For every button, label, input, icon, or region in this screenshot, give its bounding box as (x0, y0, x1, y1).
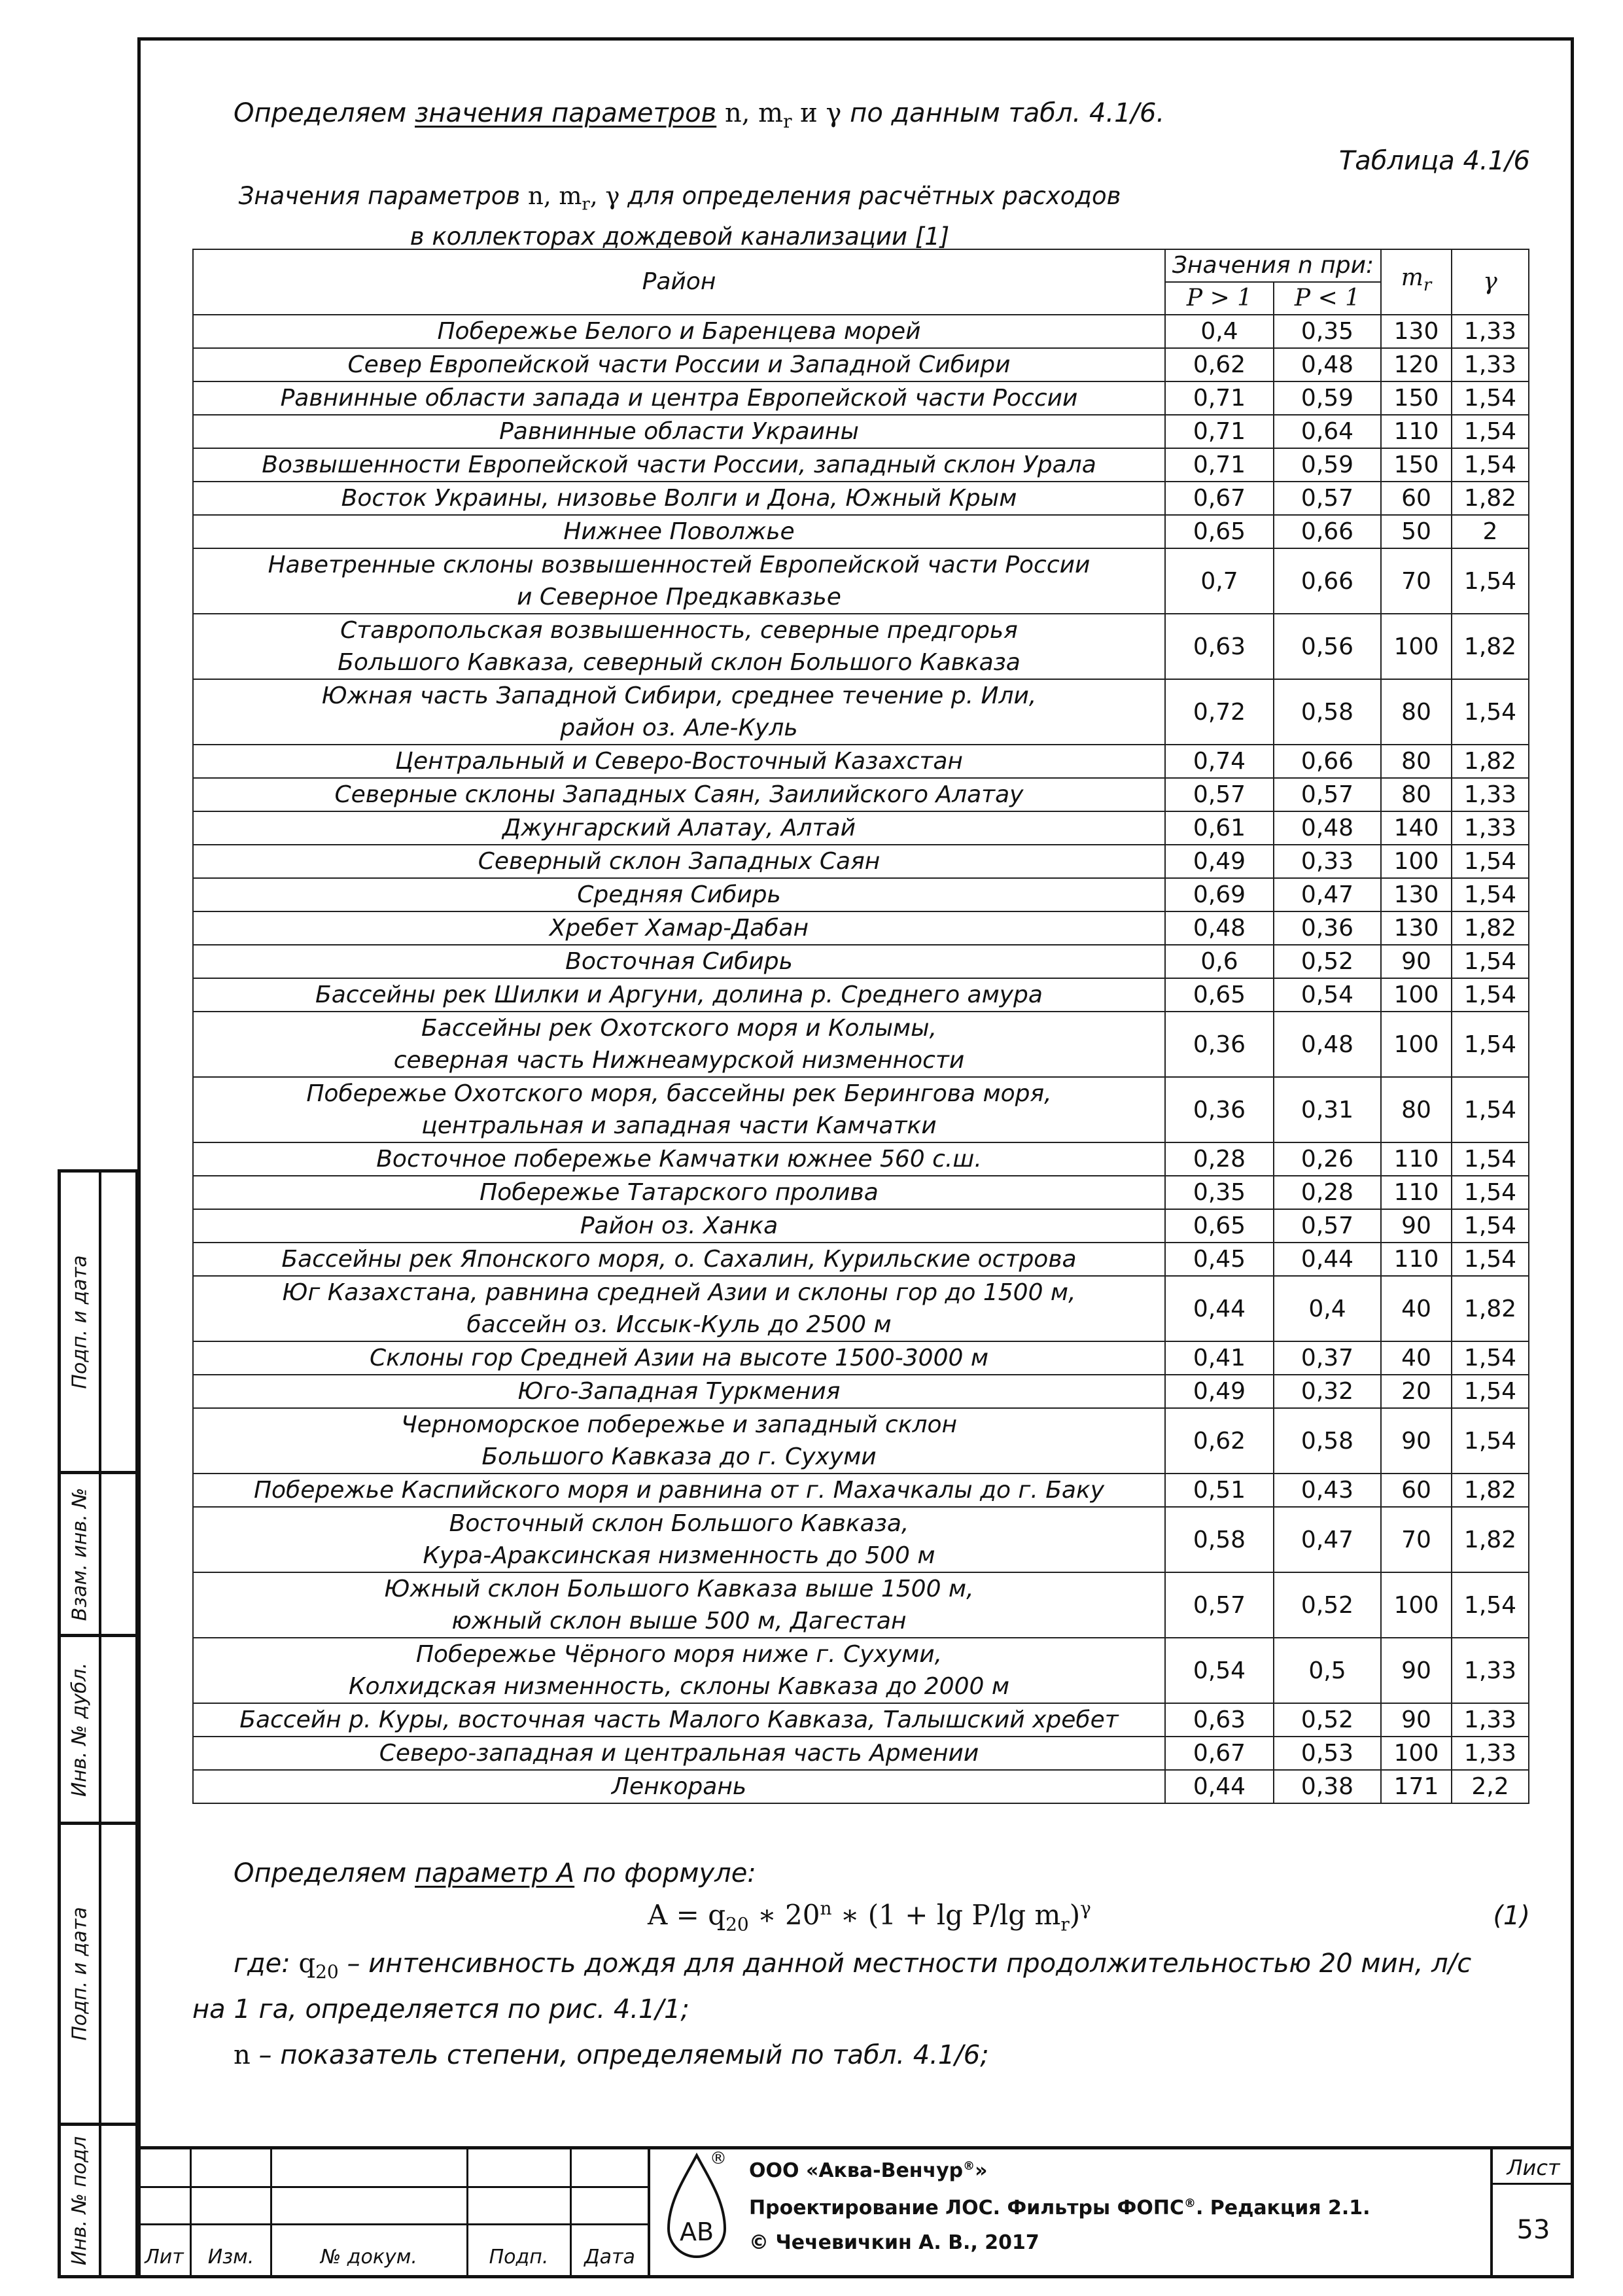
logo-registered-mark: ® (710, 2149, 727, 2168)
cell-n-p-gt-1: 0,54 (1165, 1638, 1274, 1703)
table-caption (192, 180, 1167, 253)
cell-n-p-lt-1: 0,48 (1274, 1012, 1381, 1077)
cell-n-p-gt-1: 0,65 (1165, 1209, 1274, 1243)
cell-n-p-lt-1: 0,58 (1274, 1408, 1381, 1474)
region-line: Южная часть Западной Сибири, среднее течение р. Или, (321, 682, 1037, 709)
region-line: Восток Украины, низовье Волги и Дона, Южный Крым (341, 485, 1017, 512)
table-row (193, 745, 1529, 778)
region-line: Равнинные области запада и центра Европейской части России (280, 385, 1078, 412)
cell-region (193, 548, 1165, 614)
col-label-doc: № докум. (321, 2246, 417, 2269)
cell-gamma: 1,82 (1452, 1276, 1529, 1341)
cell-n-p-gt-1: 0,67 (1165, 1737, 1274, 1770)
region-line: Побережье Татарского пролива (480, 1179, 879, 1206)
cell-n-p-gt-1: 0,7 (1165, 548, 1274, 614)
cell-gamma: 1,33 (1452, 778, 1529, 811)
region-line: Большого Кавказа до г. Сухуми (481, 1443, 877, 1470)
table-row (193, 1638, 1529, 1703)
cell-gamma: 1,54 (1452, 978, 1529, 1012)
cell-mr: 90 (1381, 945, 1452, 978)
region-line: Побережье Белого и Баренцева морей (437, 318, 921, 345)
region-line: Ленкорань (611, 1773, 747, 1800)
region-line: Нижнее Поволжье (563, 518, 795, 545)
cell-n-p-lt-1: 0,57 (1274, 482, 1381, 515)
table-row (193, 845, 1529, 878)
cell-n-p-lt-1: 0,48 (1274, 811, 1381, 845)
header-p-gt-1: P > 1 (1165, 282, 1274, 315)
cell-gamma: 1,54 (1452, 1572, 1529, 1638)
table-row (193, 1077, 1529, 1142)
region-line: Побережье Охотского моря, бассейны рек Берингова моря, (306, 1080, 1052, 1107)
cell-region (193, 1770, 1165, 1803)
header-mr: $m_r$ (1381, 249, 1452, 315)
cell-n-p-lt-1: 0,37 (1274, 1341, 1381, 1375)
cell-n-p-gt-1: 0,51 (1165, 1474, 1274, 1507)
region-line: Джунгарский Алатау, Алтай (502, 815, 856, 841)
cell-mr: 130 (1381, 911, 1452, 945)
cell-n-p-gt-1: 0,44 (1165, 1276, 1274, 1341)
table-row (193, 1243, 1529, 1276)
cell-n-p-gt-1: 0,63 (1165, 614, 1274, 679)
region-line: Южный склон Большого Кавказа выше 1500 м, (384, 1576, 974, 1602)
cell-n-p-lt-1: 0,44 (1274, 1243, 1381, 1276)
cell-region (193, 381, 1165, 415)
table-row (193, 381, 1529, 415)
cell-gamma: 1,54 (1452, 1012, 1529, 1077)
company-logo (661, 2150, 733, 2274)
cell-n-p-lt-1: 0,66 (1274, 548, 1381, 614)
cell-gamma: 1,33 (1452, 315, 1529, 348)
cell-n-p-lt-1: 0,57 (1274, 1209, 1381, 1243)
table-row (193, 548, 1529, 614)
region-line: Бассейны рек Шилки и Аргуни, долина р. Среднего амура (315, 981, 1043, 1008)
cell-n-p-gt-1: 0,57 (1165, 1572, 1274, 1638)
cell-n-p-gt-1: 0,61 (1165, 811, 1274, 845)
cell-n-p-gt-1: 0,48 (1165, 911, 1274, 945)
table-row (193, 1375, 1529, 1408)
cell-mr: 130 (1381, 315, 1452, 348)
table-row (193, 1012, 1529, 1077)
copyright: © Чечевичкин А. В., 2017 (749, 2231, 1039, 2254)
cell-gamma: 1,54 (1452, 679, 1529, 745)
formula-intro: Определяем параметр A по формуле: (234, 1858, 756, 1888)
cell-region (193, 1737, 1165, 1770)
cell-region (193, 1572, 1165, 1638)
side-label: Инв. № подл (68, 2136, 92, 2265)
table-row (193, 1737, 1529, 1770)
cell-n-p-gt-1: 0,62 (1165, 348, 1274, 381)
cell-n-p-gt-1: 0,65 (1165, 515, 1274, 548)
cell-mr: 60 (1381, 1474, 1452, 1507)
region-line: Побережье Каспийского моря и равнина от г. Махачкалы до г. Баку (253, 1477, 1105, 1504)
cell-n-p-lt-1: 0,31 (1274, 1077, 1381, 1142)
region-line: и Северное Предкавказье (517, 584, 841, 610)
cell-gamma: 1,33 (1452, 1703, 1529, 1737)
table-row (193, 945, 1529, 978)
region-line: Ставропольская возвышенность, северные предгорья (340, 617, 1018, 644)
table-row (193, 1408, 1529, 1474)
cell-n-p-lt-1: 0,59 (1274, 448, 1381, 482)
caption-line-2: в коллекторах дождевой канализации [1] (410, 222, 950, 251)
cell-n-p-lt-1: 0,53 (1274, 1737, 1381, 1770)
cell-n-p-lt-1: 0,43 (1274, 1474, 1381, 1507)
cell-n-p-gt-1: 0,69 (1165, 878, 1274, 911)
cell-n-p-gt-1: 0,28 (1165, 1142, 1274, 1176)
cell-n-p-gt-1: 0,36 (1165, 1012, 1274, 1077)
cell-mr: 100 (1381, 978, 1452, 1012)
cell-gamma: 1,54 (1452, 1408, 1529, 1474)
cell-region (193, 1142, 1165, 1176)
cell-gamma: 1,54 (1452, 448, 1529, 482)
region-line: Центральный и Северо-Восточный Казахстан (395, 748, 963, 775)
where-q-line-1: где: $q_{20}$ – интенсивность дождя для данной местности продолжительностью 20 мин, л/с (234, 1949, 1472, 1983)
cell-gamma: 1,82 (1452, 1507, 1529, 1572)
cell-region (193, 811, 1165, 845)
cell-n-p-lt-1: 0,28 (1274, 1176, 1381, 1209)
side-stamp-3 (58, 1634, 139, 1825)
table-row (193, 1142, 1529, 1176)
region-line: Средняя Сибирь (577, 881, 781, 908)
table-row (193, 415, 1529, 448)
cell-n-p-gt-1: 0,44 (1165, 1770, 1274, 1803)
region-line: Равнинные области Украины (499, 418, 859, 445)
region-line: Северо-западная и центральная часть Армении (379, 1740, 979, 1767)
table-row (193, 482, 1529, 515)
cell-n-p-gt-1: 0,71 (1165, 415, 1274, 448)
table-row (193, 811, 1529, 845)
cell-n-p-gt-1: 0,49 (1165, 1375, 1274, 1408)
region-line: бассейн оз. Иссык-Куль до 2500 м (466, 1311, 892, 1338)
cell-gamma: 1,82 (1452, 745, 1529, 778)
table-row (193, 1474, 1529, 1507)
table-row (193, 315, 1529, 348)
cell-gamma: 1,82 (1452, 614, 1529, 679)
region-line: Восточная Сибирь (565, 948, 793, 975)
region-line: Бассейны рек Японского моря, о. Сахалин, Курильские острова (281, 1246, 1077, 1273)
cell-region (193, 945, 1165, 978)
cell-n-p-lt-1: 0,52 (1274, 945, 1381, 978)
cell-n-p-gt-1: 0,71 (1165, 381, 1274, 415)
cell-gamma: 1,54 (1452, 1077, 1529, 1142)
cell-gamma: 1,54 (1452, 381, 1529, 415)
intro-line: Определяем значения параметров n, $m_r$ и γ по данным табл. 4.1/6. (234, 98, 1165, 132)
cell-n-p-lt-1: 0,66 (1274, 745, 1381, 778)
table-row (193, 348, 1529, 381)
cell-mr: 140 (1381, 811, 1452, 845)
formula-number: (1) (1493, 1901, 1530, 1931)
cell-mr: 150 (1381, 381, 1452, 415)
cell-mr: 110 (1381, 1176, 1452, 1209)
cell-n-p-gt-1: 0,41 (1165, 1341, 1274, 1375)
formula-intro-underlined: параметр A (415, 1858, 575, 1888)
table-row (193, 1507, 1529, 1572)
cell-gamma: 1,33 (1452, 348, 1529, 381)
cell-region (193, 1243, 1165, 1276)
cell-region (193, 1341, 1165, 1375)
region-line: Юго-Западная Туркмения (517, 1378, 841, 1405)
table-row (193, 878, 1529, 911)
side-label: Взам. инв. № (68, 1487, 92, 1621)
cell-n-p-lt-1: 0,26 (1274, 1142, 1381, 1176)
cell-n-p-lt-1: 0,58 (1274, 679, 1381, 745)
intro-underlined: значения параметров (415, 98, 717, 128)
cell-mr: 90 (1381, 1703, 1452, 1737)
cell-mr: 90 (1381, 1408, 1452, 1474)
header-n-group: Значения n при: (1165, 249, 1381, 282)
cell-region (193, 315, 1165, 348)
table-row (193, 1770, 1529, 1803)
cell-n-p-gt-1: 0,45 (1165, 1243, 1274, 1276)
cell-region (193, 1375, 1165, 1408)
cell-gamma: 2 (1452, 515, 1529, 548)
logo-text: АВ (679, 2217, 714, 2246)
cell-n-p-gt-1: 0,57 (1165, 778, 1274, 811)
region-line: южный склон выше 500 м, Дагестан (451, 1608, 907, 1634)
cell-n-p-lt-1: 0,32 (1274, 1375, 1381, 1408)
table-row (193, 978, 1529, 1012)
table-row (193, 1176, 1529, 1209)
cell-gamma: 1,82 (1452, 1474, 1529, 1507)
cell-region (193, 679, 1165, 745)
table-row (193, 1703, 1529, 1737)
cell-region (193, 1077, 1165, 1142)
caption-line-1: Значения параметров n, $m_r$, γ для определения расчётных расходов (238, 182, 1121, 215)
cell-mr: 40 (1381, 1341, 1452, 1375)
region-line: район оз. Але-Куль (560, 715, 798, 741)
cell-gamma: 1,54 (1452, 1142, 1529, 1176)
table-row (193, 1572, 1529, 1638)
cell-gamma: 1,54 (1452, 878, 1529, 911)
cell-mr: 100 (1381, 1572, 1452, 1638)
cell-gamma: 1,54 (1452, 945, 1529, 978)
side-label: Инв. № дубл. (68, 1662, 92, 1797)
cell-gamma: 1,54 (1452, 1176, 1529, 1209)
project-name: Проектирование ЛОС. Фильтры ФОПС®. Редакция 2.1. (749, 2197, 1370, 2219)
col-label-date: Дата (584, 2246, 635, 2269)
cell-n-p-gt-1: 0,36 (1165, 1077, 1274, 1142)
region-line: Наветренные склоны возвышенностей Европейской части России (268, 552, 1091, 578)
sheet-number: 53 (1516, 2215, 1550, 2245)
cell-gamma: 1,82 (1452, 482, 1529, 515)
col-label-izm: Изм. (207, 2246, 254, 2269)
cell-region (193, 614, 1165, 679)
cell-mr: 110 (1381, 1142, 1452, 1176)
side-stamp-1 (58, 1169, 139, 1474)
region-line: Север Европейской части России и Западной Сибири (347, 351, 1011, 378)
cell-region (193, 1474, 1165, 1507)
table-row (193, 778, 1529, 811)
cell-mr: 130 (1381, 878, 1452, 911)
table-row (193, 614, 1529, 679)
cell-mr: 80 (1381, 679, 1452, 745)
where-q-line-2: на 1 га, определяется по рис. 4.1/1; (192, 1994, 689, 2024)
cell-n-p-gt-1: 0,72 (1165, 679, 1274, 745)
cell-region (193, 1176, 1165, 1209)
cell-n-p-gt-1: 0,58 (1165, 1507, 1274, 1572)
cell-region (193, 878, 1165, 911)
cell-region (193, 1276, 1165, 1341)
cell-mr: 90 (1381, 1209, 1452, 1243)
table-row (193, 1341, 1529, 1375)
cell-n-p-lt-1: 0,56 (1274, 614, 1381, 679)
cell-n-p-gt-1: 0,74 (1165, 745, 1274, 778)
region-line: Склоны гор Средней Азии на высоте 1500-3000 м (369, 1345, 988, 1371)
cell-gamma: 1,54 (1452, 1243, 1529, 1276)
region-line: Хребет Хамар-Дабан (549, 915, 809, 942)
header-p-lt-1: P < 1 (1274, 282, 1381, 315)
cell-region (193, 745, 1165, 778)
cell-n-p-lt-1: 0,47 (1274, 878, 1381, 911)
cell-region (193, 911, 1165, 945)
cell-n-p-lt-1: 0,52 (1274, 1703, 1381, 1737)
cell-gamma: 1,54 (1452, 845, 1529, 878)
region-line: Юг Казахстана, равнина средней Азии и склоны гор до 1500 м, (282, 1279, 1076, 1306)
cell-region (193, 1012, 1165, 1077)
cell-gamma: 1,33 (1452, 811, 1529, 845)
cell-n-p-lt-1: 0,5 (1274, 1638, 1381, 1703)
col-label-sign: Подп. (489, 2246, 549, 2269)
region-line: Кура-Араксинская низменность до 500 м (423, 1542, 935, 1569)
table-row (193, 1209, 1529, 1243)
cell-region (193, 778, 1165, 811)
cell-gamma: 1,54 (1452, 1341, 1529, 1375)
table-row (193, 1276, 1529, 1341)
cell-gamma: 2,2 (1452, 1770, 1529, 1803)
cell-mr: 20 (1381, 1375, 1452, 1408)
region-line: Район оз. Ханка (580, 1212, 778, 1239)
table-row (193, 515, 1529, 548)
table-row (193, 679, 1529, 745)
cell-mr: 171 (1381, 1770, 1452, 1803)
cell-n-p-gt-1: 0,63 (1165, 1703, 1274, 1737)
header-gamma: γ (1452, 249, 1529, 315)
region-line: Восточный склон Большого Кавказа, (449, 1510, 909, 1537)
cell-mr: 40 (1381, 1276, 1452, 1341)
cell-region (193, 1209, 1165, 1243)
region-line: Большого Кавказа, северный склон Большого Кавказа (338, 649, 1021, 676)
cell-region (193, 482, 1165, 515)
cell-region (193, 845, 1165, 878)
parameters-table (192, 249, 1529, 1804)
formula: $A = q_{20}$ ∗ 20$^n$ ∗ (1 + lg P/lg $m_r)^\gamma$ (648, 1898, 1091, 1935)
region-line: Северный склон Западных Саян (478, 848, 881, 875)
col-label-lit: Лит (145, 2246, 184, 2269)
cell-region (193, 1408, 1165, 1474)
where-n-line: n – показатель степени, определяемый по табл. 4.1/6; (234, 2040, 989, 2070)
cell-mr: 150 (1381, 448, 1452, 482)
header-region: Район (193, 249, 1165, 315)
cell-mr: 80 (1381, 778, 1452, 811)
region-line: Колхидская низменность, склоны Кавказа до 2000 м (348, 1673, 1010, 1700)
cell-n-p-lt-1: 0,52 (1274, 1572, 1381, 1638)
table-body (193, 315, 1529, 1803)
cell-gamma: 1,54 (1452, 1375, 1529, 1408)
region-line: северная часть Нижнеамурской низменности (393, 1047, 965, 1074)
cell-gamma: 1,33 (1452, 1737, 1529, 1770)
cell-n-p-gt-1: 0,49 (1165, 845, 1274, 878)
cell-region (193, 1703, 1165, 1737)
cell-region (193, 1638, 1165, 1703)
cell-n-p-lt-1: 0,57 (1274, 778, 1381, 811)
region-line: Побережье Чёрного моря ниже г. Сухуми, (415, 1641, 943, 1668)
side-stamp-2 (58, 1471, 139, 1637)
cell-mr: 100 (1381, 845, 1452, 878)
region-line: центральная и западная части Камчатки (421, 1112, 937, 1139)
region-line: Бассейн р. Куры, восточная часть Малого Кавказа, Талышский хребет (239, 1706, 1119, 1733)
table-label: Таблица 4.1/6 (1338, 146, 1530, 176)
cell-mr: 90 (1381, 1638, 1452, 1703)
cell-n-p-lt-1: 0,66 (1274, 515, 1381, 548)
region-line: Черноморское побережье и западный склон (400, 1411, 958, 1438)
cell-n-p-gt-1: 0,35 (1165, 1176, 1274, 1209)
cell-n-p-gt-1: 0,62 (1165, 1408, 1274, 1474)
cell-mr: 70 (1381, 548, 1452, 614)
cell-mr: 70 (1381, 1507, 1452, 1572)
cell-n-p-gt-1: 0,6 (1165, 945, 1274, 978)
cell-region (193, 515, 1165, 548)
region-line: Северные склоны Западных Саян, Заилийского Алатау (334, 781, 1024, 808)
cell-n-p-lt-1: 0,64 (1274, 415, 1381, 448)
cell-mr: 100 (1381, 1012, 1452, 1077)
cell-gamma: 1,82 (1452, 911, 1529, 945)
cell-n-p-gt-1: 0,67 (1165, 482, 1274, 515)
region-line: Возвышенности Европейской части России, западный склон Урала (262, 451, 1096, 478)
side-label: Подп. и дата (68, 1907, 92, 2041)
cell-gamma: 1,54 (1452, 548, 1529, 614)
cell-n-p-lt-1: 0,48 (1274, 348, 1381, 381)
cell-gamma: 1,54 (1452, 415, 1529, 448)
cell-n-p-lt-1: 0,33 (1274, 845, 1381, 878)
cell-n-p-gt-1: 0,4 (1165, 315, 1274, 348)
cell-n-p-lt-1: 0,47 (1274, 1507, 1381, 1572)
cell-mr: 80 (1381, 1077, 1452, 1142)
cell-mr: 50 (1381, 515, 1452, 548)
cell-n-p-gt-1: 0,65 (1165, 978, 1274, 1012)
cell-mr: 100 (1381, 1737, 1452, 1770)
cell-n-p-lt-1: 0,54 (1274, 978, 1381, 1012)
region-line: Восточное побережье Камчатки южнее 560 с.ш. (376, 1146, 982, 1173)
company-name: ООО «Аква-Венчур®» (749, 2159, 988, 2182)
cell-n-p-lt-1: 0,38 (1274, 1770, 1381, 1803)
cell-region (193, 978, 1165, 1012)
cell-mr: 110 (1381, 415, 1452, 448)
cell-gamma: 1,54 (1452, 1209, 1529, 1243)
cell-mr: 60 (1381, 482, 1452, 515)
cell-mr: 100 (1381, 614, 1452, 679)
cell-region (193, 1507, 1165, 1572)
cell-region (193, 448, 1165, 482)
cell-mr: 110 (1381, 1243, 1452, 1276)
side-stamp-4 (58, 1822, 139, 2126)
sheet-label: Лист (1507, 2155, 1560, 2180)
table-row (193, 448, 1529, 482)
cell-region (193, 348, 1165, 381)
cell-n-p-lt-1: 0,59 (1274, 381, 1381, 415)
cell-gamma: 1,33 (1452, 1638, 1529, 1703)
cell-n-p-lt-1: 0,4 (1274, 1276, 1381, 1341)
region-line: Бассейны рек Охотского моря и Колымы, (421, 1015, 937, 1042)
cell-region (193, 415, 1165, 448)
side-label: Подп. и дата (68, 1254, 92, 1389)
cell-n-p-lt-1: 0,36 (1274, 911, 1381, 945)
table-row (193, 911, 1529, 945)
cell-n-p-lt-1: 0,35 (1274, 315, 1381, 348)
side-stamp-5 (58, 2123, 139, 2278)
cell-mr: 80 (1381, 745, 1452, 778)
cell-n-p-gt-1: 0,71 (1165, 448, 1274, 482)
cell-mr: 120 (1381, 348, 1452, 381)
